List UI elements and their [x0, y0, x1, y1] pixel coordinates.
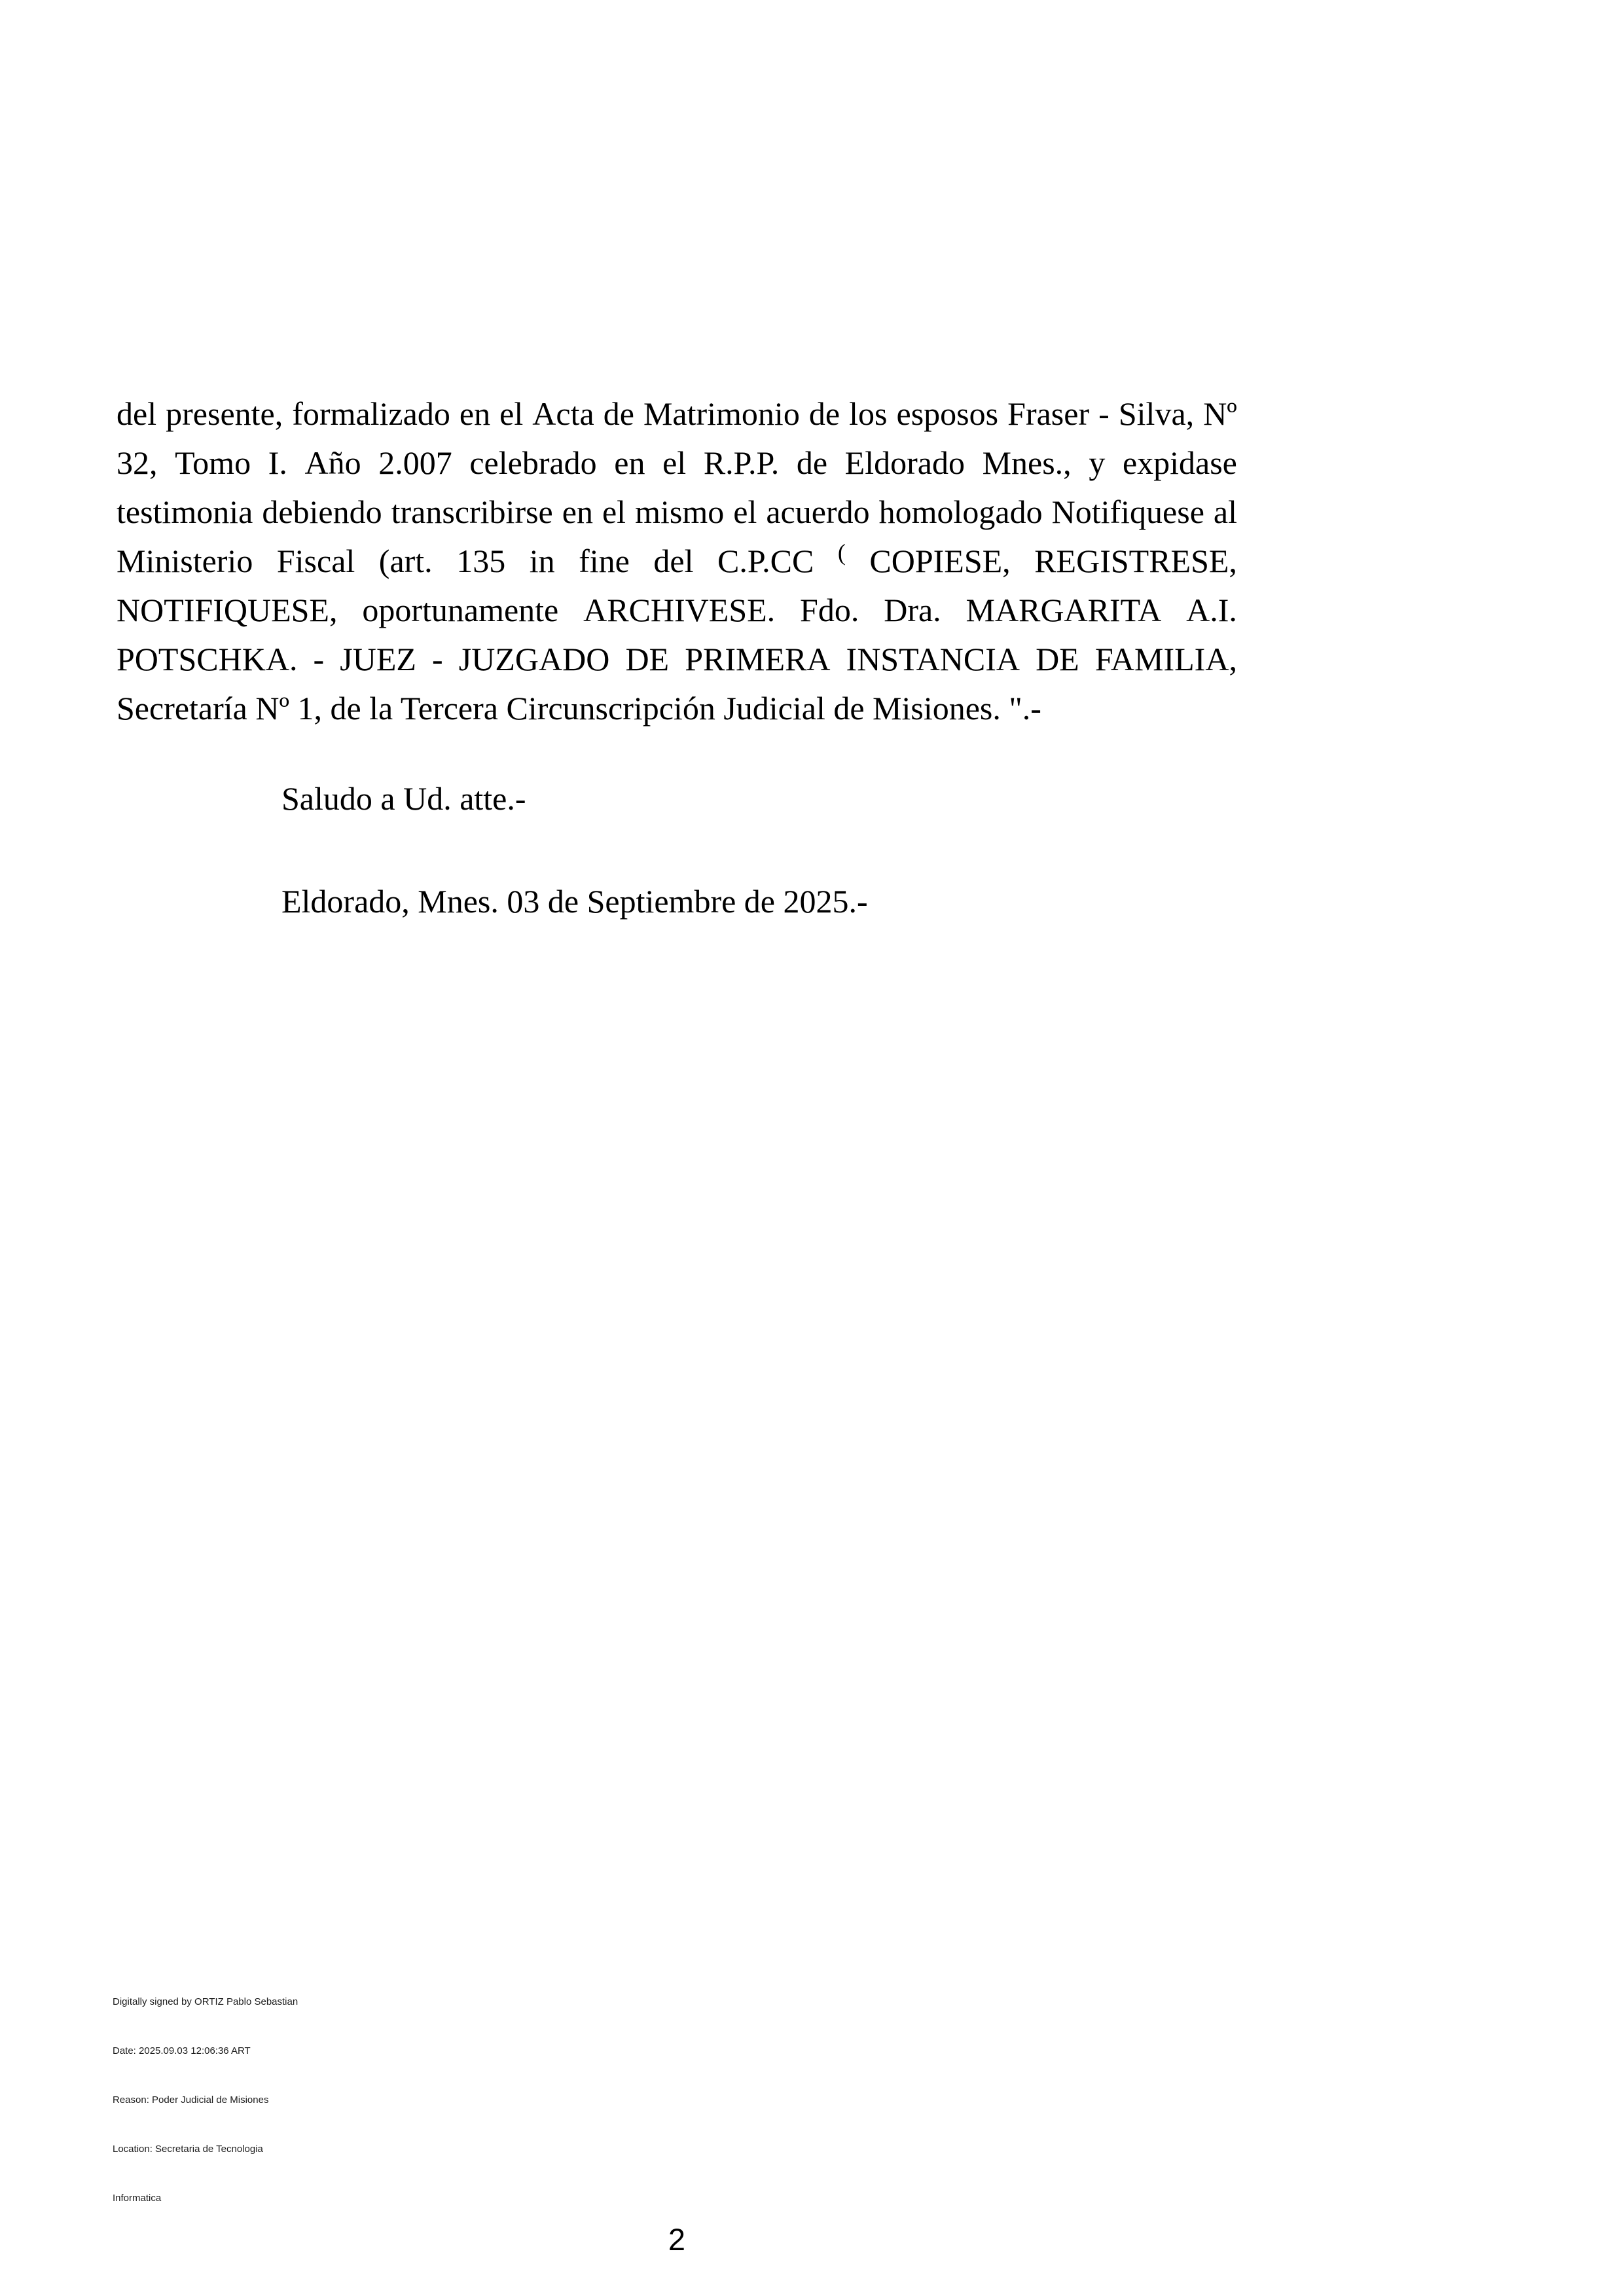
signature-line: Digitally signed by ORTIZ Pablo Sebastian [113, 1996, 298, 2007]
word: A.I. [1186, 592, 1237, 628]
word: transcribirse [391, 493, 553, 530]
word: el [733, 493, 757, 530]
word: NOTIFIQUESE, [117, 592, 338, 628]
word: Fdo. [800, 592, 859, 628]
word: PRIMERA [685, 641, 831, 677]
word: debiendo [262, 493, 382, 530]
word: de [796, 444, 828, 481]
word: Silva, [1118, 395, 1195, 432]
superscript-paren: ( [837, 539, 846, 565]
word: - [432, 641, 443, 677]
digital-signature-block [113, 1996, 298, 2242]
word: Ministerio [117, 543, 253, 579]
word: al [1213, 493, 1237, 530]
word: Año [304, 444, 361, 481]
word: MARGARITA [965, 592, 1162, 628]
word: Notifiquese [1051, 493, 1204, 530]
word: en [562, 493, 593, 530]
body-line [117, 635, 1237, 684]
word: fine [579, 543, 630, 579]
word: testimonia [117, 493, 253, 530]
word: Acta [532, 395, 594, 432]
word: de [808, 395, 840, 432]
word: 135 [456, 543, 506, 579]
word: esposos [896, 395, 999, 432]
signature-line: Location: Secretaria de Tecnologia [113, 2144, 263, 2155]
word: mismo [635, 493, 725, 530]
word: DE [625, 641, 670, 677]
word: el [662, 444, 687, 481]
word: Mnes., [982, 444, 1072, 481]
word: R.P.P. [703, 444, 780, 481]
word: Fraser [1007, 395, 1090, 432]
word: POTSCHKA. [117, 641, 298, 677]
word: el [499, 395, 524, 432]
word: Nº [1203, 395, 1237, 432]
salutation-line: Saludo a Ud. atte.- [281, 780, 526, 817]
word: Matrimonio [643, 395, 800, 432]
word: - [313, 641, 325, 677]
word: formalizado [292, 395, 450, 432]
body-line [117, 389, 1237, 439]
word: FAMILIA, [1094, 641, 1237, 677]
word: REGISTRESE, [1034, 543, 1237, 579]
word: acuerdo [766, 493, 870, 530]
word: Eldorado [844, 444, 965, 481]
word: JUEZ [340, 641, 416, 677]
word: y [1089, 444, 1106, 481]
word: C.P.CC [717, 543, 814, 579]
word: (art. [378, 543, 433, 579]
word: I. [268, 444, 287, 481]
signature-line: Reason: Poder Judicial de Misiones [113, 2094, 269, 2106]
word: los [849, 395, 888, 432]
body-line: Secretaría Nº 1, de la Tercera Circunscripción Judicial de Misiones. ".- [117, 690, 1041, 726]
word: presente, [166, 395, 283, 432]
word: - [1098, 395, 1110, 432]
dateline: Eldorado, Mnes. 03 de Septiembre de 2025.- [281, 883, 868, 920]
word: homologado [878, 493, 1043, 530]
word: ARCHIVESE. [583, 592, 776, 628]
body-line [117, 439, 1237, 488]
word: del [653, 543, 694, 579]
word: COPIESE, [869, 543, 1011, 579]
signature-line: Informatica [113, 2193, 162, 2204]
word: in [529, 543, 555, 579]
body-line [117, 537, 1237, 586]
word: Fiscal [276, 543, 355, 579]
word: expidase [1122, 444, 1237, 481]
word: Tomo [175, 444, 251, 481]
word: del [117, 395, 157, 432]
word: DE [1036, 641, 1079, 677]
word: de [603, 395, 634, 432]
word: oportunamente [362, 592, 559, 628]
letter-body [117, 389, 1237, 733]
signature-line: Date: 2025.09.03 12:06:36 ART [113, 2045, 251, 2056]
word: Dra. [884, 592, 941, 628]
word: en [614, 444, 645, 481]
word: en [459, 395, 491, 432]
word: el [602, 493, 626, 530]
body-line [117, 488, 1237, 537]
word: 32, [117, 444, 158, 481]
body-line [117, 586, 1237, 635]
word: 2.007 [378, 444, 452, 481]
word: INSTANCIA [846, 641, 1020, 677]
word: JUZGADO [458, 641, 610, 677]
word: celebrado [469, 444, 597, 481]
page-number: 2 [668, 2222, 686, 2257]
